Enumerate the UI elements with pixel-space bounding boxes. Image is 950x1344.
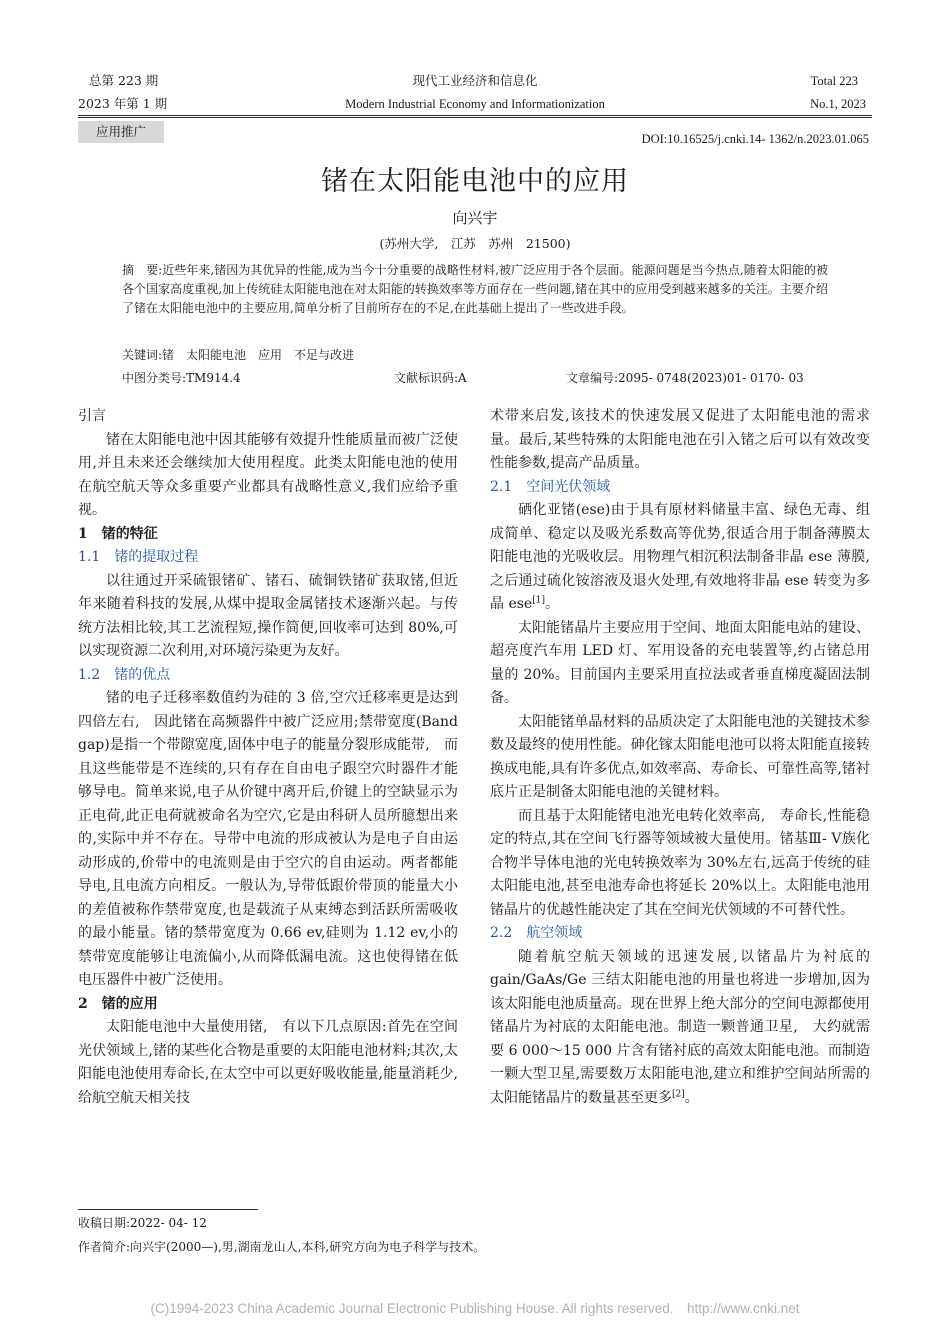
section-2-1-paragraph-1-end: 。 xyxy=(544,596,559,612)
header-rule-thin xyxy=(78,117,872,118)
copyright-watermark: (C)1994-2023 China Academic Journal Electronic Publishing House. All rights reserved. http://www.cnki.net xyxy=(150,1301,800,1316)
section-2-2-paragraph xyxy=(490,946,870,1111)
clc-number: 中图分类号:TM914.4 xyxy=(122,371,241,385)
citation-ref-1: [1] xyxy=(532,595,545,606)
section-1-2-paragraph: 锗的电子迁移率数值约为硅的 3 倍,空穴迁移率更是达到四倍左右, 因此锗在高频器件中被广泛应用;禁带宽度(Band gap)是指一个带隙宽度,固体中电子的能量分裂形成能带, 而且这些能带是不连续的,只有存在自由电子跟空穴时器件才能够导电。简单来说,电子从价键中离开后,价键上的空缺显示为正电荷,此正电荷就被命名为空穴,它是由科研人员所臆想出来的,实际中并不存在。导带中电流的形成被认为是电子自由运动形成的,价带中的电流则是由于空穴的自由运动。两者都能导电,且电流方向相反。一般认为,导带低跟价带顶的能量大小的差值被称作禁带宽度,也是载流子从束缚态到活跃所需吸收的最小能量。锗的禁带宽度为 0.66 ev,硅则为 1.12 ev,小的禁带宽度能够让电流偏小,从而降低漏电流。这也使得锗在低电压器件中被广泛使用。 xyxy=(78,690,458,988)
header-rule xyxy=(78,115,872,116)
abstract: 摘 要:近些年来,锗因为其优异的性能,成为当今十分重要的战略性材料,被广泛应用于各个层面。能源问题是当今热点,随着太阳能的被各个国家高度重视,加上传统硅太阳能电池在对太阳能的转换效率等方面存在一些问题,锗在其中的应用受到越来越多的关注。主要介绍了锗在太阳能电池中的主要应用,简单分析了目前所存在的不足,在此基础上提出了一些改进手段。 xyxy=(122,263,828,315)
right-column xyxy=(490,405,870,1110)
affiliation: (苏州大学, 江苏 苏州 21500) xyxy=(379,236,571,251)
section-2-paragraph: 太阳能电池中大量使用锗, 有以下几点原因:首先在空间光伏领域上,锗的某些化合物是重要的太阳能电池材料;其次,太阳能电池使用寿命长,在太空中可以更好吸收能量,能量消耗少,给航空航天相关技 xyxy=(78,1019,458,1106)
left-column xyxy=(78,405,458,1110)
article-title: 锗在太阳能电池中的应用 xyxy=(321,166,629,197)
citation-ref-2: [2] xyxy=(672,1088,685,1099)
document-code: 文献标识码:A xyxy=(394,371,467,385)
section-2-1-heading: 2.1 空间光伏领域 xyxy=(490,478,611,495)
article-number: 文章编号:2095- 0748(2023)01- 0170- 03 xyxy=(566,371,804,385)
intro-heading: 引言 xyxy=(78,408,106,424)
author-bio: 作者简介:向兴宇(2000—),男,湖南龙山人,本科,研究方向为电子科学与技术。 xyxy=(78,1240,486,1254)
section-tag: 应用推广 xyxy=(78,121,164,143)
section-1-heading: 1 锗的特征 xyxy=(78,525,158,542)
section-2-1-paragraph-1 xyxy=(490,499,870,617)
issue-number-en: No.1, 2023 xyxy=(810,97,866,111)
doi: DOI:10.16525/j.cnki.14- 1362/n.2023.01.065 xyxy=(641,132,869,146)
journal-title-cn: 现代工业经济和信息化 xyxy=(412,73,538,88)
section-2-2-paragraph-end: 。 xyxy=(684,1089,699,1106)
section-2-1-paragraph-3: 太阳能锗单晶材料的品质决定了太阳能电池的关键技术参数及最终的使用性能。砷化镓太阳能电池可以将太阳能直接转换成电能,具有许多优点,如效率高、寿命长、可靠性高等,锗衬底片正是制备太阳能电池的关键材料。 xyxy=(490,713,870,800)
section-2-1-paragraph-4: 而且基于太阳能锗电池光电转化效率高, 寿命长,性能稳定的特点,其在空间飞行器等领域被大量使用。锗基Ⅲ- Ⅴ族化合物半导体电池的光电转换效率为 30%左右,远高于传统的硅太阳能电池,甚至电池寿命也将延长 20%以上。太阳能电池用锗晶片的优越性能决定了其在空间光伏领域的不可替代性。 xyxy=(490,807,870,918)
intro-paragraph: 锗在太阳能电池中因其能够有效提升性能质量而被广泛使用,并且未来还会继续加大使用程度。此类太阳能电池的使用在航空航天等众多重要产业都具有战略性意义,我们应给予重视。 xyxy=(78,431,458,518)
section-2-2-heading: 2.2 航空领域 xyxy=(490,925,583,941)
section-2-2-paragraph-text: 随着航空航天领域的迅速发展,以锗晶片为衬底的 gain/GaAs/Ge 三结太阳能电池的用量也将进一步增加,因为该太阳能电池质量高。现在世界上绝大部分的空间电源都使用锗晶片为衬底的太阳能电池。制造一颗普通卫星, 大约就需要 6 000～15 000 片含有锗衬底的高效太阳能电池。而制造一颗大型卫星,需要数万太阳能电池,建立和维护空间站所需的太阳能锗晶片的数量甚至更多 xyxy=(490,948,870,1106)
section-1-1-heading: 1.1 锗的提取过程 xyxy=(78,549,199,565)
received-date: 收稿日期:2022- 04- 12 xyxy=(78,1216,207,1230)
issue-total-en: Total 223 xyxy=(810,74,858,88)
author: 向兴宇 xyxy=(452,209,498,227)
continued-paragraph: 术带来启发,该技术的快速发展又促进了太阳能电池的需求量。最后,某些特殊的太阳能电池在引入锗之后可以有效改变性能参数,提高产品质量。 xyxy=(490,408,870,471)
section-2-1-paragraph-2: 太阳能锗晶片主要应用于空间、地面太阳能电站的建设、超亮度汽车用 LED 灯、军用设备的充电装置等,约占锗总用量的 20%。目前国内主要采用直拉法或者垂直梯度凝固法制备。 xyxy=(490,619,870,706)
journal-title-en: Modern Industrial Economy and Informationization xyxy=(345,97,605,111)
footnote-rule xyxy=(78,1209,258,1210)
section-2-heading: 2 锗的应用 xyxy=(78,995,158,1012)
section-1-2-heading: 1.2 锗的优点 xyxy=(78,666,171,683)
issue-total-cn: 总第 223 期 xyxy=(89,73,159,88)
section-1-1-paragraph: 以往通过开采硫银锗矿、锗石、硫铜铁锗矿获取锗,但近年来随着科技的发展,从煤中提取金属锗技术逐渐兴起。与传统方法相比较,其工艺流程短,操作简便,回收率可达到 80%,可以实现资源二次利用,对环境污染更为友好。 xyxy=(78,572,458,659)
section-2-1-paragraph-1-text: 硒化亚锗(ese)由于具有原材料储量丰富、绿色无毒、组成简单、稳定以及吸光系数高等优势,很适合用于制备薄膜太阳能电池的光吸收层。用物理气相沉积法制备非晶 ese 薄膜,之后通过硫化铵溶液及退火处理,有效地将非晶 ese 转变为多晶 ese xyxy=(490,502,870,612)
keywords: 关键词:锗 太阳能电池 应用 不足与改进 xyxy=(122,348,355,362)
issue-year-cn: 2023 年第 1 期 xyxy=(78,96,168,111)
